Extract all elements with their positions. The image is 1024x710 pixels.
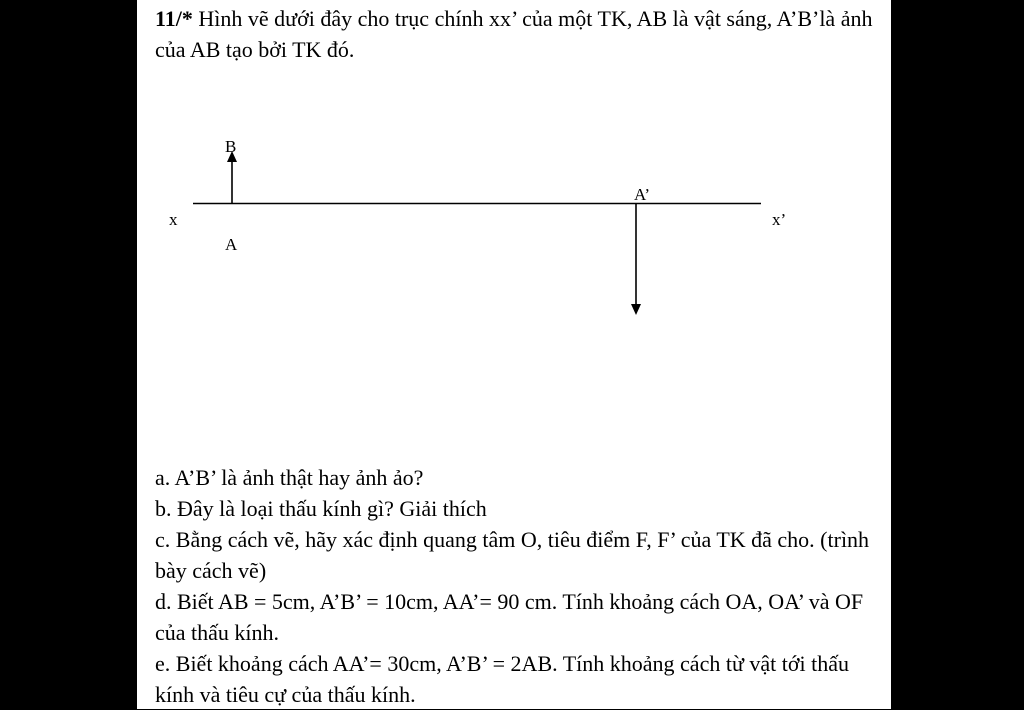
question-d: d. Biết AB = 5cm, A’B’ = 10cm, AA’= 90 cm. Tính khoảng cách OA, OA’ và OF của thấu kính. — [155, 589, 864, 645]
question-b: b. Đây là loại thấu kính gì? Giải thích — [155, 496, 487, 521]
optics-diagram — [137, 0, 891, 330]
label-a: A — [225, 235, 238, 254]
question-list — [155, 462, 875, 710]
question-e: e. Biết khoảng cách AA’= 30cm, A’B’ = 2AB. Tính khoảng cách từ vật tới thấu kính và tiêu cự của thấu kính. — [155, 651, 849, 707]
label-x-prime: x’ — [772, 210, 787, 229]
problem-number: 11/* — [155, 6, 193, 31]
label-b: B — [225, 137, 237, 156]
image-arrowhead — [631, 304, 641, 315]
label-x: x — [169, 210, 178, 229]
document-page — [137, 0, 891, 709]
problem-text: Hình vẽ dưới đây cho trục chính xx’ của một TK, AB là vật sáng, A’B’là ảnh của AB tạo bởi TK đó. — [155, 6, 873, 62]
question-a: a. A’B’ là ảnh thật hay ảnh ảo? — [155, 465, 424, 490]
question-c: c. Bằng cách vẽ, hãy xác định quang tâm O, tiêu điểm F, F’ của TK đã cho. (trình bày cách vẽ) — [155, 527, 870, 583]
label-a-prime: A’ — [634, 185, 651, 204]
